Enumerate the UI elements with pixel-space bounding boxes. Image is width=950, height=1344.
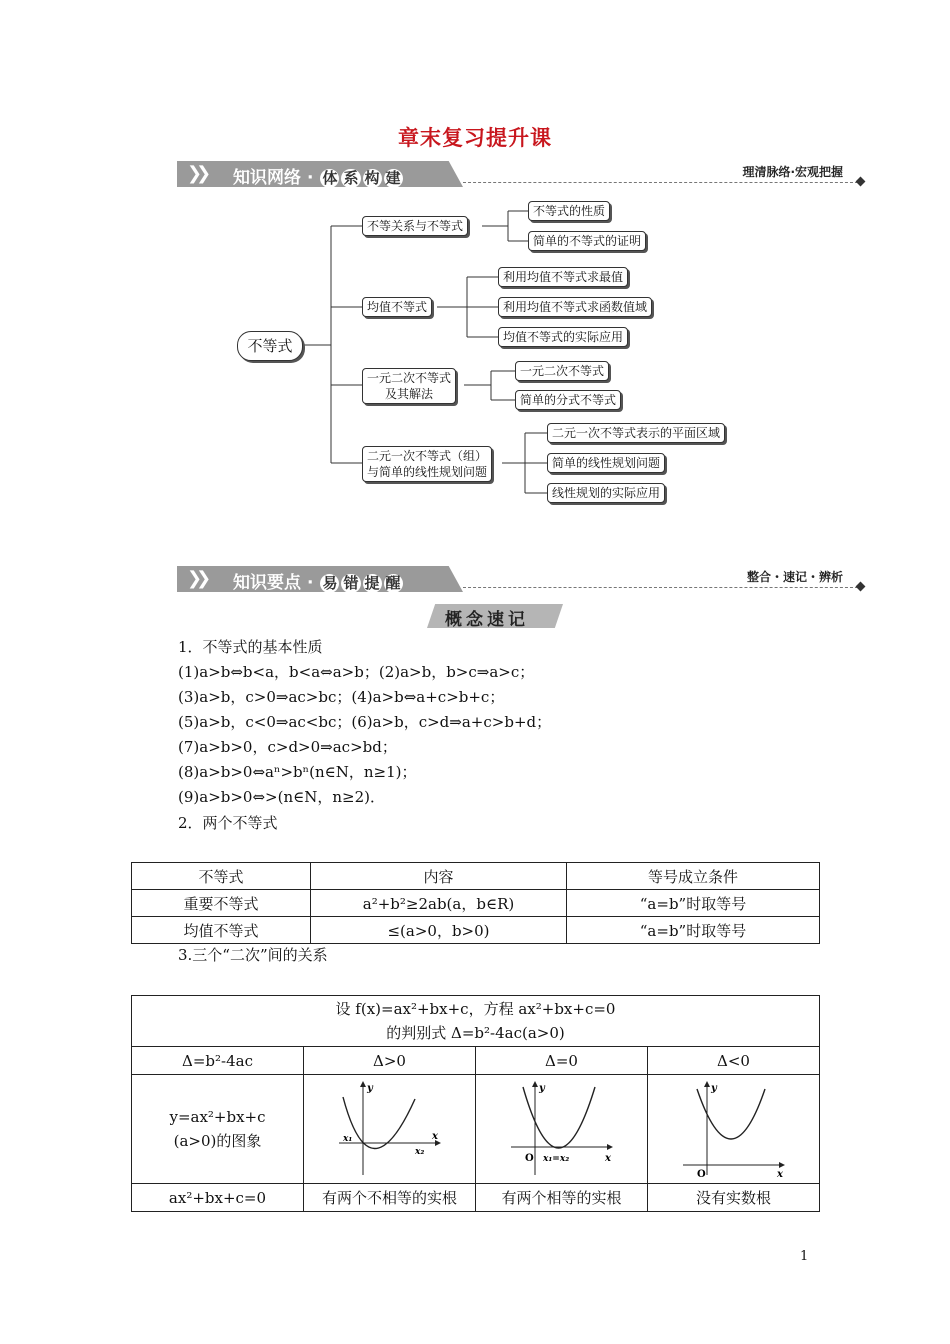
branch-label-line: 及其解法 (385, 387, 434, 401)
table-header-cell: Δ>0 (304, 1047, 476, 1075)
tree-leaf: 简单的线性规划问题 (547, 453, 665, 473)
concept-header-text: 概念速记 (445, 610, 529, 630)
table-header-row (132, 863, 820, 890)
diamond-icon (856, 582, 866, 592)
graph-row-label (132, 1075, 304, 1184)
property-line: (3)a>b，c>0⇒ac>bc；(4)a>b⇔a+c>b+c； (178, 688, 505, 706)
table-header-cell: 等号成立条件 (567, 863, 820, 890)
tree-branch-4 (362, 446, 492, 482)
parabola-no-root-graph (679, 1079, 789, 1179)
tree-leaf: 利用均值不等式求函数值域 (498, 297, 652, 317)
tree-branch-1: 不等关系与不等式 (362, 216, 468, 236)
concept-header (427, 604, 563, 630)
branch-label-line: 一元二次不等式 (367, 371, 452, 385)
tree-leaf: 二元一次不等式表示的平面区域 (547, 423, 725, 443)
table-cell: 重要不等式 (132, 890, 311, 917)
parabola-two-roots-graph (335, 1079, 445, 1179)
property-line: (1)a>b⇔b<a，b<a⇔a>b；(2)a>b，b>c⇒a>c； (178, 663, 535, 681)
origin-label: O (524, 1153, 534, 1164)
caption-line: 的判别式 Δ=b²-4ac(a>0) (386, 1024, 565, 1042)
axis-label-x: x (431, 1131, 438, 1142)
caption-line: 设 f(x)=ax²+bx+c，方程 ax²+bx+c=0 (335, 1000, 616, 1018)
table-cell: 均值不等式 (132, 917, 311, 944)
banner-boxed-char: 提 (364, 574, 380, 592)
section-heading: 3.三个“二次”间的关系 (178, 946, 328, 964)
banner-dashed-rule (463, 587, 858, 588)
table-caption-cell (132, 996, 820, 1047)
axis-label-x: x (604, 1153, 611, 1164)
banner-boxed-char: 构 (364, 169, 380, 187)
tree-branch-2: 均值不等式 (362, 297, 432, 317)
banner-boxed-char: 错 (343, 574, 359, 592)
axis-label-x: x (776, 1169, 783, 1179)
page-title: 章末复习提升课 (398, 125, 552, 150)
axis-label-y: y (366, 1083, 373, 1094)
branch-label-line: 二元一次不等式（组） (367, 449, 488, 463)
root-label-x2: x₂ (414, 1147, 424, 1157)
banner-subtitle: 理清脉络·宏观把握 (742, 165, 843, 179)
banner-boxed-char: 建 (385, 169, 401, 187)
tree-leaf: 简单的不等式的证明 (528, 231, 646, 251)
banner-text: 知识网络 · 体 系 构 建 (233, 168, 401, 188)
section-banner-key-points (177, 566, 867, 594)
tree-leaf: 一元二次不等式 (515, 361, 609, 381)
graph-label-line: y=ax²+bx+c (169, 1108, 266, 1126)
origin-label: O (696, 1169, 706, 1179)
graph-cell (304, 1075, 476, 1184)
table-cell: ≤(a>0，b>0) (311, 917, 567, 944)
parabola-one-root-graph (507, 1079, 617, 1179)
banner-label: 知识网络 (233, 168, 301, 188)
section-heading: 1．不等式的基本性质 (178, 638, 323, 656)
banner-label: 知识要点 (233, 573, 301, 593)
axis-label-y: y (538, 1083, 545, 1094)
banner-boxed-char: 系 (343, 169, 359, 187)
tree-leaf: 线性规划的实际应用 (547, 483, 665, 503)
table-header-cell: 不等式 (132, 863, 311, 890)
table-caption-row (132, 996, 820, 1047)
root-label-x1: x₁ (342, 1134, 352, 1144)
property-line: (7)a>b>0，c>d>0⇒ac>bd； (178, 738, 397, 756)
table-cell: 没有实数根 (648, 1184, 820, 1212)
branch-label-line: 与简单的线性规划问题 (367, 465, 488, 479)
axis-label-y: y (710, 1083, 717, 1094)
table-cell: ax²+bx+c=0 (132, 1184, 304, 1212)
banner-boxed-char: 醒 (385, 574, 401, 592)
table-header-cell: Δ<0 (648, 1047, 820, 1075)
banner-text: 知识要点 · 易 错 提 醒 (233, 573, 401, 593)
table-row (132, 917, 820, 944)
table-header-cell: Δ=0 (476, 1047, 648, 1075)
property-line: (9)a>b>0⇔>(n∈N，n≥2)． (178, 788, 385, 806)
tree-branch-3 (362, 368, 456, 404)
banner-boxed-char: 体 (322, 169, 338, 187)
property-line: (5)a>b，c<0⇒ac<bc；(6)a>b，c>d⇒a+c>b+d； (178, 713, 552, 731)
banner-subtitle: 整合・速记・辨析 (746, 570, 843, 584)
tree-leaf: 不等式的性质 (528, 201, 610, 221)
inequality-table (131, 862, 820, 944)
table-row-graphs (132, 1075, 820, 1184)
double-chevron-icon: ❯❯ (187, 163, 206, 184)
table-header-row (132, 1047, 820, 1075)
table-header-cell: 内容 (311, 863, 567, 890)
table-cell: “a=b”时取等号 (567, 890, 820, 917)
table-cell: a²+b²≥2ab(a，b∈R) (311, 890, 567, 917)
double-chevron-icon: ❯❯ (187, 568, 206, 589)
table-cell: “a=b”时取等号 (567, 917, 820, 944)
page-number: 1 (800, 1249, 809, 1264)
table-header-cell: Δ=b²-4ac (132, 1047, 304, 1075)
table-row (132, 890, 820, 917)
tree-connectors (0, 0, 950, 520)
table-cell: 有两个不相等的实根 (304, 1184, 476, 1212)
section-heading: 2．两个不等式 (178, 814, 278, 832)
quadratic-relation-table (131, 995, 820, 1212)
graph-cell (648, 1075, 820, 1184)
table-row (132, 1184, 820, 1212)
tree-leaf: 简单的分式不等式 (515, 390, 621, 410)
graph-cell (476, 1075, 648, 1184)
tree-root-inequality: 不等式 (237, 331, 303, 361)
table-cell: 有两个相等的实根 (476, 1184, 648, 1212)
tree-leaf: 均值不等式的实际应用 (498, 327, 628, 347)
root-label-equal: x₁=x₂ (542, 1154, 569, 1164)
property-line: (8)a>b>0⇔aⁿ>bⁿ(n∈N，n≥1)； (178, 763, 417, 781)
graph-label-line: (a>0)的图象 (173, 1132, 262, 1150)
banner-boxed-char: 易 (322, 574, 338, 592)
tree-leaf: 利用均值不等式求最值 (498, 267, 628, 287)
